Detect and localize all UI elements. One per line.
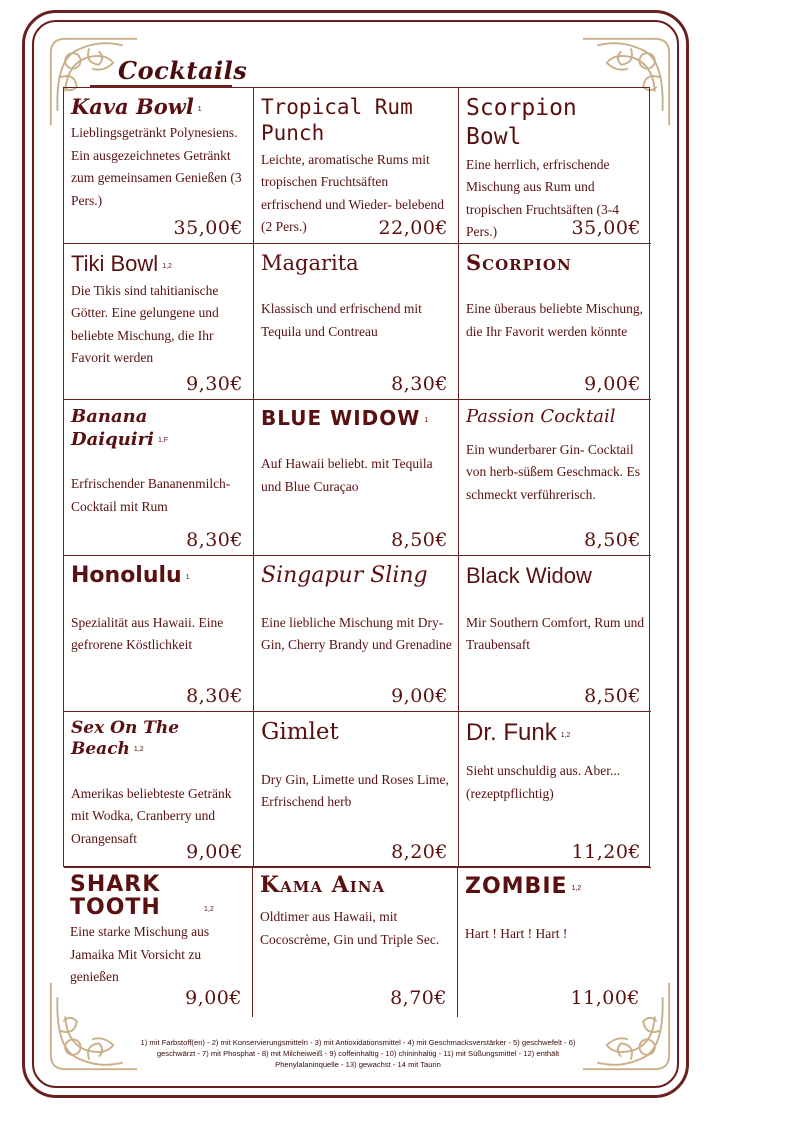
- item-name: Kama Aina: [260, 872, 386, 898]
- item-name: ZOMBIE: [465, 874, 568, 899]
- item-description: Auf Hawaii beliebt. mit Tequila und Blue Curaçao: [261, 456, 433, 494]
- item-name: Tropical Rum Punch: [261, 95, 413, 146]
- item-price: 9,00€: [391, 685, 448, 707]
- item-price: 9,00€: [185, 987, 242, 1009]
- item-description: Sieht unschuldig aus. Aber... (rezeptpflichtig): [466, 763, 621, 801]
- item-description: Erfrischender Bananenmilch- Cocktail mit Rum: [71, 476, 231, 514]
- item-price: 8,30€: [391, 373, 448, 395]
- item-name: Gimlet: [261, 719, 339, 745]
- menu-item-gimlet: [254, 712, 459, 868]
- menu-item-scorpion-bowl: [459, 88, 651, 244]
- cocktail-grid: [63, 87, 650, 867]
- item-name: Passion Cocktail: [466, 406, 616, 427]
- menu-item-scorpion: [459, 244, 651, 400]
- item-name: Singapur Sling: [261, 563, 428, 588]
- item-note: 1: [185, 574, 190, 581]
- item-description: Hart ! Hart ! Hart !: [465, 925, 568, 941]
- item-price: 22,00€: [378, 217, 448, 239]
- item-price: 9,00€: [186, 841, 243, 863]
- item-name: Honolulu: [71, 563, 182, 588]
- item-description: Klassisch und erfrischend mit Tequila und Contreau: [261, 301, 422, 339]
- item-description: Eine liebliche Mischung mit Dry-Gin, Cherry Brandy und Grenadine: [261, 614, 452, 652]
- menu-item-kama-aina: [253, 867, 458, 1017]
- menu-item-tropical-rum-punch: [254, 88, 459, 244]
- item-description: Spezialität aus Hawaii. Eine gefrorene Köstlichkeit: [71, 614, 224, 652]
- item-price: 8,20€: [391, 841, 448, 863]
- item-description: Eine überaus beliebte Mischung, die Ihr Favorit werden könnte: [466, 301, 643, 339]
- item-note: 1,2: [204, 906, 214, 914]
- menu-item-magarita: [254, 244, 459, 400]
- menu-item-passion-cocktail: [459, 400, 651, 556]
- item-description: Lieblingsgetränkt Polynesiens. Ein ausgezeichnetes Getränkt zum gemeinsamen Genießen (3 Pers.): [71, 125, 242, 208]
- menu-item-shark-tooth: [63, 867, 253, 1017]
- item-name: Scorpion: [466, 250, 572, 275]
- item-name: SHARK TOOTH: [70, 872, 161, 921]
- item-description: Leichte, aromatische Rums mit tropischen Fruchtsäften erfrischend und Wieder- belebend (2 Pers.): [261, 151, 444, 234]
- menu-item-black-widow: [459, 556, 651, 712]
- item-price: 8,50€: [584, 685, 641, 707]
- item-price: 11,20€: [571, 841, 641, 863]
- menu-item-tiki-bowl: [64, 244, 254, 400]
- item-note: 1,F: [157, 436, 169, 444]
- menu-item-singapur-sling: [254, 556, 459, 712]
- item-price: 8,70€: [390, 987, 447, 1009]
- item-description: Eine starke Mischung aus Jamaika Mit Vorsicht zu genießen: [70, 924, 210, 985]
- menu-item-honolulu: [64, 556, 254, 712]
- item-name: Dr. Funk: [466, 719, 557, 746]
- cocktail-grid-bottom: [63, 867, 650, 1017]
- item-description: Ein wunderbarer Gin- Cocktail von herb-süßem Geschmack. Es schmeckt verführerisch.: [466, 441, 640, 502]
- item-price: 11,00€: [570, 987, 640, 1009]
- item-note: 1,2: [560, 732, 571, 739]
- menu-item-zombie: [458, 867, 650, 1017]
- item-price: 9,30€: [186, 373, 243, 395]
- item-note: 1: [197, 106, 202, 113]
- item-description: Mir Southern Comfort, Rum und Traubensaft: [466, 614, 645, 652]
- item-description: Amerikas beliebteste Getränk mit Wodka, Cranberry und Orangensaft: [71, 785, 232, 846]
- item-price: 8,30€: [186, 685, 243, 707]
- allergen-footnote: 1) mit Farbstoff(en) - 2) mit Konservierungsmitteln - 3) mit Antioxidationsmittel - 4) mit Geschmacksverstärker - 5) geschwefelt - 6) geschwärzt - 7) mit Phosphat - 8) mit Milcheiweiß - 9) coffeinhaltig - 10) chininhaltig - 11) mit Süßungsmittel - 12) enthält Phenylalaninquelle - 13) gewachst - 14 mit Taurin: [140, 1038, 576, 1069]
- item-price: 35,00€: [571, 217, 641, 239]
- item-note: 1: [424, 417, 429, 424]
- menu-item-dr-funk: [459, 712, 651, 868]
- item-description: Dry Gin, Limette und Roses Lime, Erfrischend herb: [261, 771, 449, 810]
- item-note: 1,2: [133, 746, 144, 754]
- menu-item-blue-widow: [254, 400, 459, 556]
- item-name: Sex On The Beach: [71, 718, 180, 760]
- item-price: 8,50€: [584, 529, 641, 551]
- item-name: Tiki Bowl: [71, 251, 159, 276]
- item-name: Kava Bowl: [71, 94, 194, 119]
- item-price: 8,50€: [391, 529, 448, 551]
- item-name: Magarita: [261, 251, 359, 275]
- item-price: 35,00€: [173, 217, 243, 239]
- item-name: Black Widow: [466, 563, 592, 588]
- menu-item-sex-on-the-beach: [64, 712, 254, 868]
- item-name: Scorpion Bowl: [466, 95, 577, 150]
- item-price: 9,00€: [584, 373, 641, 395]
- menu-item-kava-bowl: [64, 88, 254, 244]
- menu-item-banana-daiquiri: [64, 400, 254, 556]
- item-note: 1,2: [162, 263, 172, 270]
- item-name: Banana Daiquiri: [71, 406, 154, 450]
- item-note: 1,2: [571, 885, 582, 892]
- page-title: Cocktails: [118, 56, 248, 85]
- item-description: Die Tikis sind tahitianische Götter. Eine gelungene und beliebte Mischung, die Ihr Favorit werden: [71, 282, 219, 365]
- item-description: Eine herrlich, erfrischende Mischung aus Rum und tropischen Fruchtsäften (3-4 Pers.): [466, 156, 619, 239]
- item-description: Oldtimer aus Hawaii, mit Cocoscrème, Gin und Triple Sec.: [260, 909, 440, 947]
- item-price: 8,30€: [186, 529, 243, 551]
- item-name: BLUE WIDOW: [261, 406, 421, 430]
